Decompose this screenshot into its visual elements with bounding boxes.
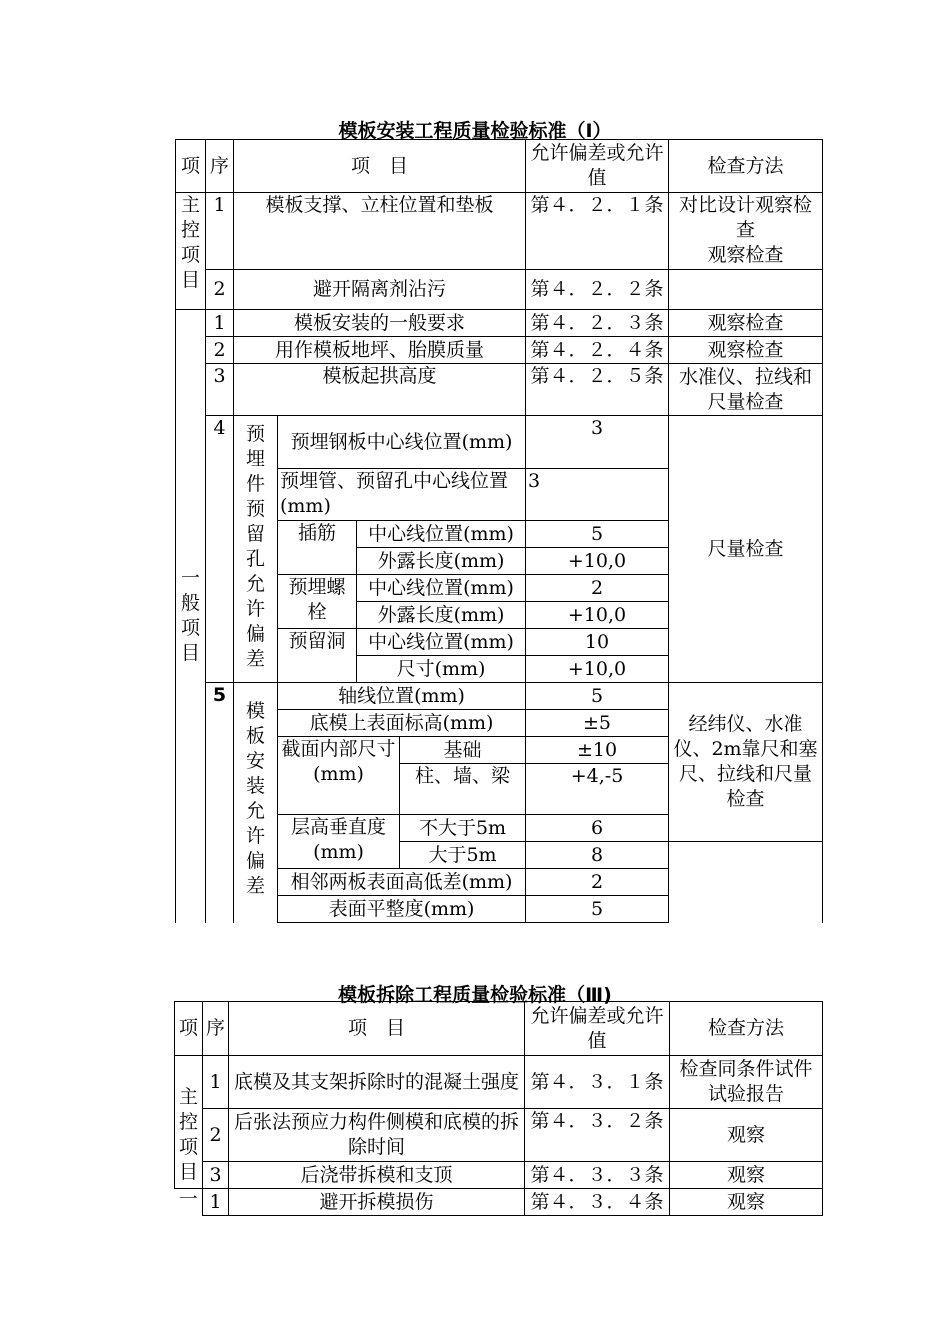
bolt-center: 中心线位置(mm) [357, 575, 526, 602]
section-col-value: +4,-5 [526, 764, 669, 815]
row-tolerance: 第４．３．２条 [525, 1109, 670, 1162]
general-category: 一般项目 [176, 310, 206, 923]
floor-large: 大于5m [400, 842, 526, 869]
row-seq: 1 [203, 1189, 229, 1216]
section-base: 基础 [400, 737, 526, 764]
row-method: 观察 [670, 1189, 823, 1216]
bolt-center-value: 2 [526, 575, 669, 602]
row-seq: 2 [206, 270, 234, 310]
header-category: 项 [176, 140, 206, 193]
hole-center-value: 10 [526, 629, 669, 656]
embedded-pipe-item: 预埋管、预留孔中心线位置(mm) [278, 469, 526, 521]
header-method: 检查方法 [669, 140, 823, 193]
embedded-pipe-value: 3 [526, 469, 669, 521]
row-method: 观察 [670, 1162, 823, 1189]
adjacent-value: 2 [526, 869, 669, 896]
header-item: 项 目 [234, 140, 526, 193]
row-method: 观察 [670, 1109, 823, 1162]
row-tolerance: 第４．３．１条 [525, 1056, 670, 1109]
header-seq: 序 [203, 1002, 229, 1056]
header-tolerance: 允许偏差或允许值 [525, 1002, 670, 1056]
row-method [669, 270, 823, 310]
row-seq: 1 [206, 310, 234, 337]
rebar-exposed: 外露长度(mm) [357, 548, 526, 575]
row-item: 后张法预应力构件侧模和底模的拆除时间 [229, 1109, 525, 1162]
bolt-exposed: 外露长度(mm) [357, 602, 526, 629]
group5-method-filler [669, 842, 823, 923]
row-seq: 3 [203, 1162, 229, 1189]
row-tolerance: 第４．３．４条 [525, 1189, 670, 1216]
group5-method: 经纬仪、水准仪、2m靠尺和塞尺、拉线和尺量检查 [669, 683, 823, 842]
row-item: 后浇带拆模和支顶 [229, 1162, 525, 1189]
header-seq: 序 [206, 140, 234, 193]
header-category: 项 [175, 1002, 203, 1056]
group5-label: 模板安装允许偏差 [234, 683, 278, 923]
hole-label: 预留洞 [278, 629, 357, 683]
rebar-center-value: 5 [526, 521, 669, 548]
row-item: 模板支撑、立柱位置和垫板 [234, 193, 526, 270]
row-tolerance: 第４．２．４条 [526, 337, 669, 364]
header-tolerance: 允许偏差或允许值 [526, 140, 669, 193]
bolt-exposed-value: +10,0 [526, 602, 669, 629]
bolt-label: 预埋螺栓 [278, 575, 357, 629]
row-seq: 1 [203, 1056, 229, 1109]
floor-small: 不大于5m [400, 815, 526, 842]
embedded-plate-value: 3 [526, 416, 669, 469]
group5-seq: 5 [206, 683, 234, 923]
rebar-center: 中心线位置(mm) [357, 521, 526, 548]
row-seq: 2 [206, 337, 234, 364]
row-item: 避开隔离剂沾污 [234, 270, 526, 310]
row-tolerance: 第４．２．５条 [526, 364, 669, 416]
row-seq: 1 [206, 193, 234, 270]
row-method: 观察检查 [669, 310, 823, 337]
row-tolerance: 第４．２．３条 [526, 310, 669, 337]
row-seq: 3 [206, 364, 234, 416]
row-item: 避开拆模损伤 [229, 1189, 525, 1216]
group4-label: 预埋件预留孔允许偏差 [234, 416, 278, 683]
main-control-category: 主控项目 [176, 193, 206, 310]
header-method: 检查方法 [670, 1002, 823, 1056]
row-item: 用作模板地坪、胎膜质量 [234, 337, 526, 364]
row-tolerance: 第４．３．３条 [525, 1162, 670, 1189]
formwork-removal-table [174, 1001, 823, 1216]
header-item: 项 目 [229, 1002, 525, 1056]
row-tolerance: 第４．２．１条 [526, 193, 669, 270]
floor-large-value: 8 [526, 842, 669, 869]
axis-value: 5 [526, 683, 669, 710]
row-method: 观察检查 [669, 337, 823, 364]
hole-center: 中心线位置(mm) [357, 629, 526, 656]
rebar-label: 插筋 [278, 521, 357, 575]
group4-seq: 4 [206, 416, 234, 683]
table2-title: 模板拆除工程质量检验标准（Ⅲ) [338, 984, 612, 1006]
bottom-elev-item: 底模上表面标高(mm) [278, 710, 526, 737]
rebar-exposed-value: +10,0 [526, 548, 669, 575]
section-col: 柱、墙、梁 [400, 764, 526, 815]
general-category: 一 [175, 1189, 203, 1216]
row-seq: 2 [203, 1109, 229, 1162]
row-method: 对比设计观察检查 观察检查 [669, 193, 823, 270]
row-item: 模板安装的一般要求 [234, 310, 526, 337]
flatness-value: 5 [526, 896, 669, 923]
row-method: 水准仪、拉线和尺量检查 [669, 364, 823, 416]
group4-method: 尺量检查 [669, 416, 823, 683]
row-item: 底模及其支架拆除时的混凝土强度 [229, 1056, 525, 1109]
hole-size: 尺寸(mm) [357, 656, 526, 683]
flatness-item: 表面平整度(mm) [278, 896, 526, 923]
embedded-plate-item: 预埋钢板中心线位置(mm) [278, 416, 526, 469]
floor-label: 层高垂直度(mm) [278, 815, 400, 869]
adjacent-item: 相邻两板表面高低差(mm) [278, 869, 526, 896]
main-control-category: 主控项目 [175, 1056, 203, 1189]
hole-size-value: +10,0 [526, 656, 669, 683]
row-method: 检查同条件试件试验报告 [670, 1056, 823, 1109]
section-label: 截面内部尺寸(mm) [278, 737, 400, 815]
floor-small-value: 6 [526, 815, 669, 842]
bottom-elev-value: ±5 [526, 710, 669, 737]
table1-title: 模板安装工程质量检验标准（Ⅰ） [338, 120, 612, 142]
row-item: 模板起拱高度 [234, 364, 526, 416]
axis-item: 轴线位置(mm) [278, 683, 526, 710]
row-tolerance: 第４．２．２条 [526, 270, 669, 310]
formwork-install-table [175, 139, 823, 923]
section-base-value: ±10 [526, 737, 669, 764]
